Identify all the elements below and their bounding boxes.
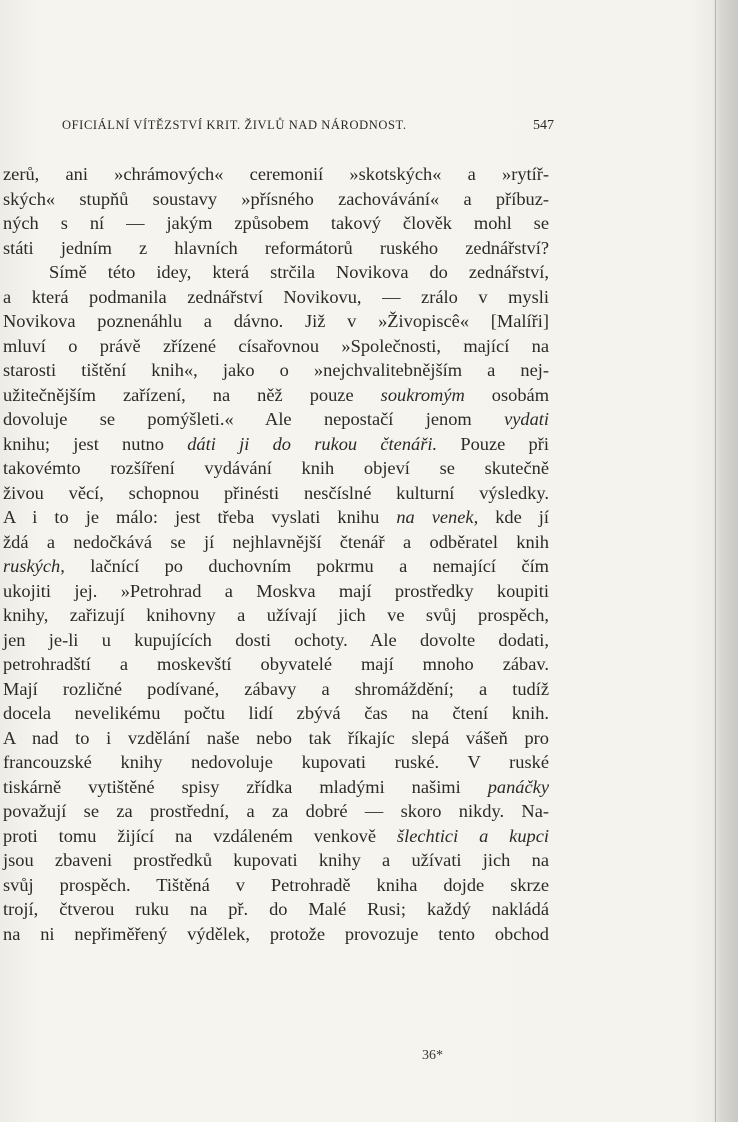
text-segment: tiskárně vytištěné spisy zřídka mladými našimi (3, 776, 488, 797)
text-line: na ni nepřiměřený výdělek, protože provozuje tento obchod (3, 923, 549, 944)
text-line: Novikova poznenáhlu a dávno. Již v »Živopiscê« [Malíři] (3, 311, 549, 331)
italic-text: šlechtici a kupci (396, 825, 549, 846)
text-line (0, 554, 549, 579)
italic-text: ruských, (3, 556, 65, 576)
italic-text: soukromým (380, 384, 465, 405)
text-line: jsou zbaveni prostředků kupovati knihy a užívati jich na (3, 850, 549, 870)
text-line: starosti tištění knih«, jako o »nejchvalitebnějším a nej- (3, 360, 549, 380)
text-line: státi jedním z hlavních reformátorů ruského zednářství? (3, 237, 549, 258)
running-head (62, 118, 554, 133)
text-line (0, 775, 549, 800)
text-line: Mají rozličné podívané, zábavy a shromáždění; a tudíž (3, 678, 549, 699)
text-line: svůj prospěch. Tištěná v Petrohradě kniha dojde skrze (3, 874, 549, 895)
text-line: považují se za prostřední, a za dobré — skoro nikdy. Na- (3, 801, 549, 821)
text-line: ždá a nedočkává se jí nejhlavnější čtenář a odběratel knih (3, 531, 549, 552)
text-segment: proti tomu žijící na vzdáleném venkově (3, 825, 397, 846)
text-segment: osobám (464, 384, 549, 405)
text-line: trojí, čtverou ruku na př. do Malé Rusi; každý nakládá (3, 899, 549, 919)
text-line (0, 432, 549, 457)
text-segment: knihu; jest nutno (3, 433, 188, 454)
body-text (0, 162, 549, 946)
text-line (0, 824, 549, 849)
text-line: ných s ní — jakým způsobem takový člověk mohl se (3, 213, 549, 233)
text-line (0, 505, 549, 530)
text-line (0, 383, 549, 408)
italic-text: dáti ji do rukou čtenáři. (187, 433, 438, 454)
text-line: zerů, ani »chrámových« ceremonií »skotských« a »rytíř- (3, 164, 549, 184)
text-line: ských« stupňů soustavy »přísného zachovávání« a příbuz- (3, 188, 549, 209)
text-line: a která podmanila zednářství Novikovu, — zrálo v mysli (3, 286, 549, 307)
running-head-title: OFICIÁLNÍ VÍTĚZSTVÍ KRIT. ŽIVLŮ NAD NÁRODNOST. (62, 118, 407, 132)
italic-text: vydati (504, 409, 549, 429)
text-segment: dovoluje se pomýšleti.« Ale nepostačí jenom (3, 409, 505, 429)
text-line: knihy, zařizují knihovny a užívají jich ve svůj prospěch, (3, 605, 549, 625)
text-line: petrohradští a moskevští obyvatelé mají mnoho zábav. (3, 654, 549, 674)
page-number: 547 (533, 118, 554, 133)
text-segment: Pouze při (437, 433, 549, 454)
text-line: jen je-li u kupujících dosti ochoty. Ale dovolte dodati, (3, 629, 549, 650)
text-line: živou věcí, schopnou přinésti nesčíslné kulturní výsledky. (3, 482, 549, 503)
text-line: ukojiti jej. »Petrohrad a Moskva mají prostředky koupiti (3, 580, 549, 601)
italic-text: na venek, (396, 507, 479, 527)
page-edge (715, 0, 716, 1122)
text-line: takovémto rozšíření vydávání knih objeví se skutečně (3, 458, 549, 478)
italic-text: panáčky (487, 776, 549, 797)
text-segment: A i to je málo: jest třeba vyslati knihu (3, 507, 397, 527)
text-segment: lačnící po duchovním pokrmu a nemající čím (64, 556, 549, 576)
text-line: mluví o právě zřízené císařovnou »Společnosti, mající na (3, 335, 549, 356)
text-segment: kde jí (478, 507, 549, 527)
text-line: docela nevelikému počtu lidí zbývá čas na čtení knih. (3, 703, 549, 723)
text-line: A nad to i vzdělání naše nebo tak říkajíc slepá vášeň pro (3, 727, 549, 748)
signature-mark: 36* (422, 1048, 443, 1063)
text-line: Símě této idey, která strčila Novikova do zednářství, (49, 262, 549, 282)
text-line (0, 407, 549, 432)
text-segment: užitečnějším zařízení, na něž pouze (3, 384, 381, 405)
text-line: francouzské knihy nedovoluje kupovati ruské. V ruské (3, 752, 549, 772)
